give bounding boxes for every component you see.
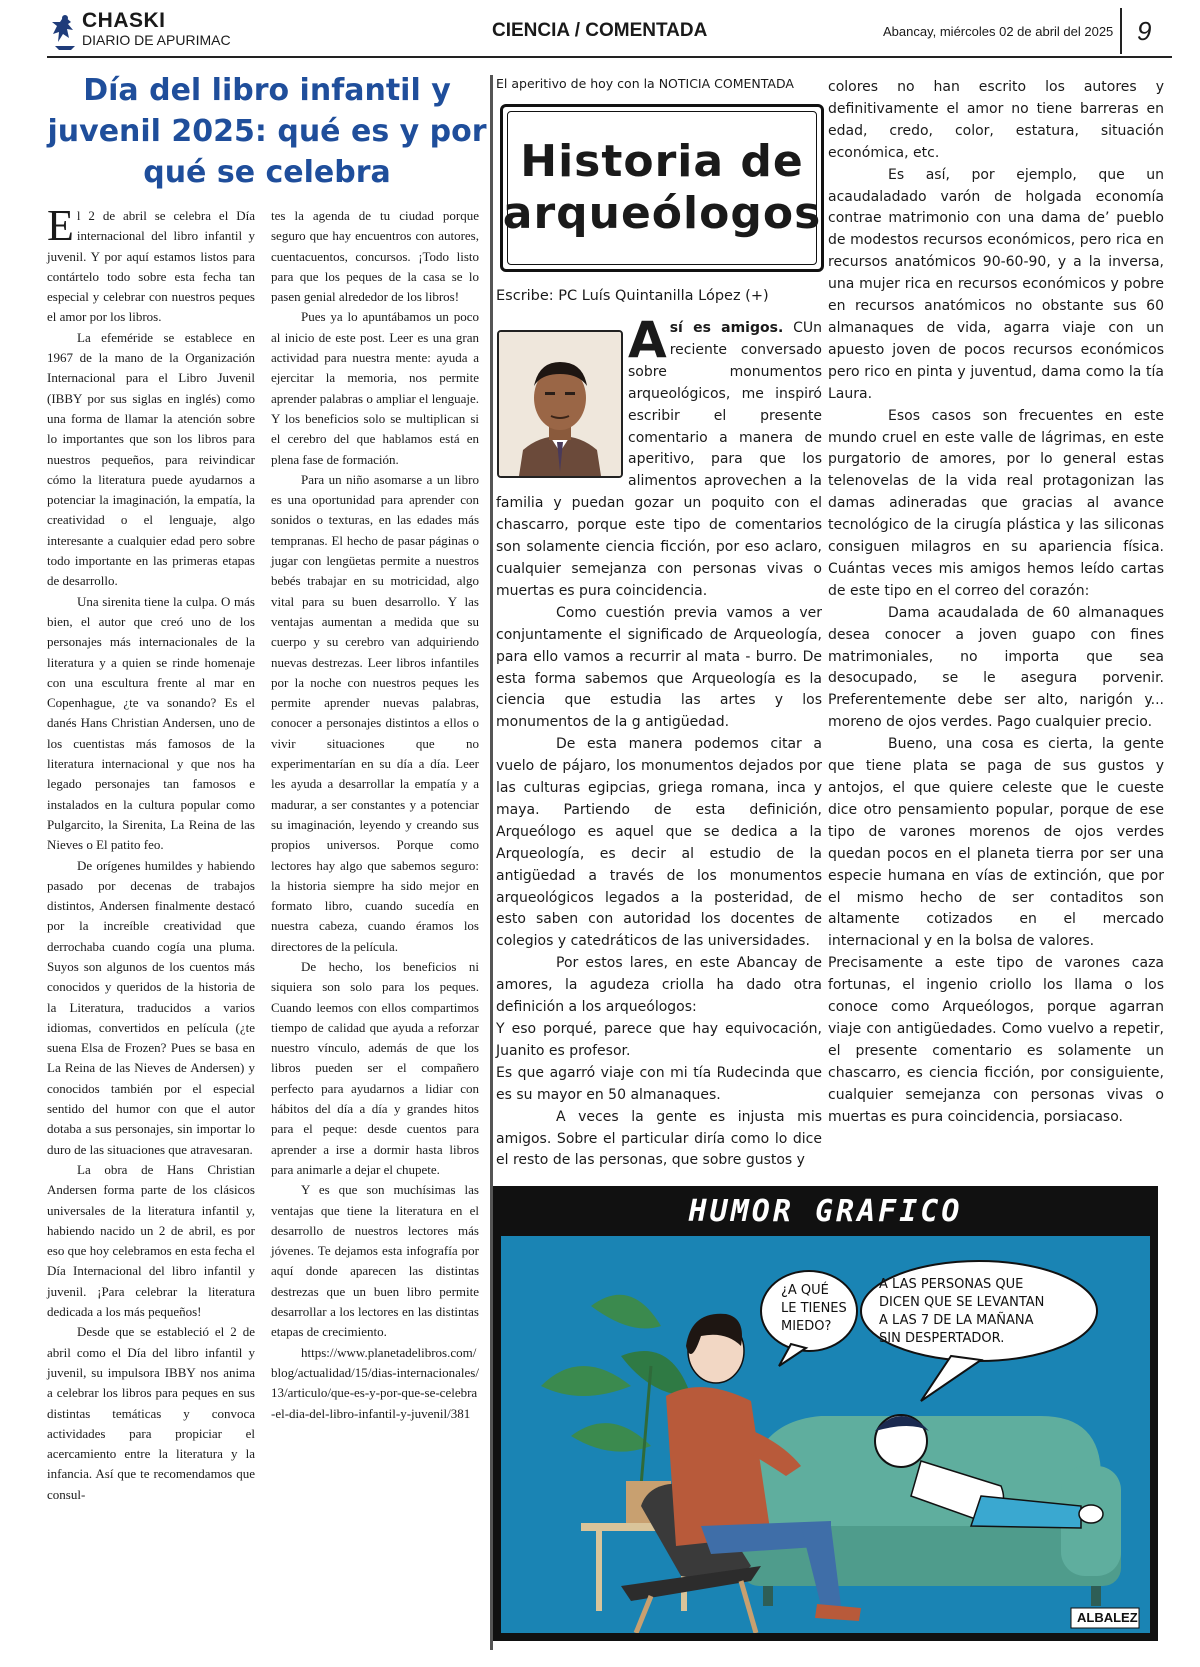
- source-link[interactable]: https://www.planetadelibros.com/blog/actualidad/15/dias-internacionales/13/articulo/que-es-y-por-que-se-celebra-el-dia-del-libro-infantil-y-juvenil/381: [271, 1344, 479, 1421]
- brand-subtitle: DIARIO DE APURIMAC: [82, 32, 231, 48]
- article-paragraph: Una sirenita tiene la culpa. O más bien, el autor que creó uno de los personajes más internacionales de la literatura y a quien se rinde homenaje con una escultura frente al mar en Copenhague, ¿te va sonando? Es el danés Hans Christian Andersen, uno de los cuentistas más famosos de la literatura internacional y que nos ha legado personajes tan famosos e instalados en la cultura popular como Pulgarcito, la Sirenita, La Reina de las Nieves o El patito feo.: [47, 593, 255, 853]
- column-kicker: El aperitivo de hoy con la NOTICIA COMENTADA: [496, 76, 794, 91]
- column-title: Historia de arqueólogos: [507, 111, 817, 265]
- article-paragraph: La efeméride se establece en 1967 de la mano de la Organización Internacional para el Libro Juvenil (IBBY por sus siglas en inglés) como una forma de llamar la atención sobre lo importantes que son los libros para nuestros pequeños, para reivindicar cómo la literatura puede ayudarnos a potenciar la imaginación, la empatía, la creatividad o el lenguaje, algo interesante a cualquier edad pero sobre todo importante en las primeras etapas de desarrollo.: [47, 329, 255, 589]
- byline: Escribe: PC Luís Quintanilla López (+): [496, 288, 769, 304]
- masthead: [82, 10, 231, 48]
- speech-bubble-1-text: ¿A QUÉ LE TIENES MIEDO?: [781, 1283, 847, 1334]
- article-paragraph: La obra de Hans Christian Andersen forma parte de los clásicos universales de la literatura infantil y, habiendo nacido un 2 de abril, es por eso que hoy celebramos en esta fecha el Día Internacional del libro infantil y juvenil. ¡Para celebrar la literatura dedicada a los más pequeños!: [47, 1161, 255, 1320]
- column-paragraph: colores no han escrito los autores y definitivamente el amor no tiene barreras en edad, credo, color, estatura, situación económica, etc.: [828, 79, 1164, 161]
- article-column-1: [47, 201, 255, 1505]
- cartoonist-signature: ALBALEZ: [1077, 1610, 1138, 1625]
- dateline: Abancay, miércoles 02 de abril del 2025: [883, 24, 1114, 39]
- article-column-2: [271, 206, 479, 1424]
- column-dialog: Es que agarró viaje con mi tía Rudecinda que es su mayor en 50 almanaques.: [496, 1064, 822, 1103]
- column-paragraph: Como cuestión previa vamos a ver conjuntamente el significado de Arqueología, para ello vamos a recurrir al mata - burro. De esta forma sabemos que Arqueología es la ciencia que estudia las artes y los monumentos de la g antigüedad.: [496, 604, 822, 731]
- chaski-messenger-logo-icon: [47, 12, 81, 52]
- article-paragraph: Desde que se estableció el 2 de abril como el Día del libro infantil y juvenil, su impulsora IBBY nos anima a celebrar los libros para peques en sus distintas temáticas y convoca actividades para propiciar el acercamiento entre la literatura y la infancia. Así que te recomendamos que consul-: [47, 1324, 255, 1502]
- drop-cap: A: [628, 311, 667, 369]
- section-title: CIENCIA / COMENTADA: [492, 20, 708, 41]
- comic-strip: [493, 1186, 1158, 1641]
- column-paragraph: Dama acaudalada de 60 almanaques desea conocer a joven guapo con fines matrimoniales, no importa que sea desocupado, se le asegura porvenir. Preferentemente debe ser alto, narigón y... moreno de ojos verdes. Pago cualquier precio.: [828, 604, 1164, 731]
- article-paragraph: Para un niño asomarse a un libro es una oportunidad para aprender con sonidos o texturas, en las edades más tempranas. El hecho de pasar páginas o jugar con lengüetas permite a nuestros bebés trabajar en su motricidad, algo vital para su buen desarrollo. Y las ventajas aumentan a medida que su cuerpo y su cerebro van adquiriendo nuevas destrezas. Leer libros infantiles por la noche con nuestros peques les permite aprender nuevas palabras, conocer a personajes distintos a ellos o vivir situaciones que no experimentarían en su día a día. Leer les ayuda a desarrollar la empatía y a madurar, a ser constantes y a potenciar su imaginación, leyendo y creando sus propios universos. Porque como lectores hay algo que sabemos seguro: la historia siempre ha sido mejor en formato libro, cuando sucedía en nuestra cabeza, cuando éramos los directores de la película.: [271, 471, 479, 954]
- article-paragraph: De orígenes humildes y habiendo pasado por decenas de trabajos distintos, Andersen finalmente destacó por la increíble creatividad que derrochaba cuando cogía una pluma. Suyos son algunos de los cuentos más conocidos y queridos de la historia de la Literatura, traducidos a varios idiomas, convertidos en película (¿te suena Elsa de Frozen? Pues se basa en La Reina de las Nieves de Andersen) y conocidos también por el especial sentido del humor con que el autor dotaba a sus personajes, sin importar lo duro de las situaciones que atravesaran.: [47, 857, 255, 1157]
- article-paragraph: Y es que son muchísimas las ventajas que tiene la literatura en el desarrollo de nuestros lectores más jóvenes. Te dejamos esta infografía por aquí donde aparecen las distintas destrezas que un buen libro permite desarrollar a los lectores en las distintas etapas de crecimiento.: [271, 1182, 479, 1340]
- page-number: 9: [1137, 16, 1152, 46]
- column-dialog: Y eso porqué, parece que hay equivocación, Juanito es profesor.: [496, 1021, 822, 1059]
- drop-cap: E: [47, 201, 74, 250]
- brand-name: CHASKI: [82, 9, 166, 32]
- article-paragraph: De hecho, los beneficios ni siquiera son solo para los peques. Cuando leemos con ellos compartimos tiempo de calidad que ayuda a reforzar nuestro vínculo, además de que los libros pueden ser el compañero perfecto para ayudarnos a lidiar con hábitos del día a día y grandes hitos para el peque: desde cuentos para aprender a irse a dormir hasta libros para animarle a dejar el chupete.: [271, 958, 479, 1177]
- comic-title: HUMOR GRAFICO: [688, 1194, 963, 1229]
- article-paragraph: El 2 de abril se celebra el Día internacional del libro infantil y juvenil. Y por aquí estamos listos para contártelo todo sobre esta fecha tan especial y celebrar con nuestros peques el amor por los libros.: [47, 201, 255, 325]
- column-body-middle: [496, 311, 822, 1172]
- column-body-right: [828, 77, 1164, 1129]
- column-title-box: [500, 104, 824, 272]
- column-paragraph: De esta manera podemos citar a vuelo de pájaro, los monumentos dejados por las culturas egipcias, griega romana, inca y maya. Partiendo de esta definición, Arqueólogo es aquel que se dedica a la Arqueología, es decir al estudio de la antigüedad a través de los monumentos arqueológicos legados a la posteridad, de esto saben con autoridad los docentes de colegios y catedráticos de las universidades.: [496, 736, 822, 950]
- comic-panel: [501, 1236, 1150, 1633]
- column-paragraph: Así es amigos. CUn reciente conversado sobre monumentos arqueológicos, me inspiró escribir el presente comentario a manera de aperitivo, para que los alimentos aprovechen a la familia y puedan gozar un poquito con el chascarro, porque este tipo de comentarios son solamente ciencia ficción, por eso aclaro, cualquier semejanza con personas vivas o muertas es pura coincidencia.: [496, 311, 822, 599]
- article-paragraph: Pues ya lo apuntábamos un poco al inicio de este post. Leer es una gran actividad para nuestra mente: ayuda a ejercitar la memoria, nos permite aprender palabras o ampliar el lenguaje. Y los beneficios solo se multiplican si el cerebro del que hablamos está en plena fase de formación.: [271, 309, 479, 467]
- photo-spacer: [496, 318, 628, 474]
- column-paragraph: Bueno, una cosa es cierta, la gente que tiene plata se paga de sus gustos y antojos, el que quiere celeste que le cueste dice otro pensamiento popular, porque de ese tipo de varones morenos de ojos verdes quedan pocos en el planeta tierra por ser una especie humana en vías de extinción, que por el mismo hecho de ser contaditos son altamente cotizados en el mercado internacional y en la bolsa de valores.: [828, 736, 1164, 950]
- column-paragraph: Es así, por ejemplo, que un acaudaladado varón de holgada economía contrae matrimonio con una dama de’ pueblo de modestos recursos económicos, pero rica en recursos anatómicos 90-60-90, y a la inversa, una mujer rica en recursos económicos y pobre en recursos anatómicos no obstante sus 60 almanaques de vida, agarra viaje con un apuesto joven de pocos recursos económicos pero rico en pinta y juventud, dama como la tía Laura.: [828, 166, 1164, 402]
- article-paragraph: tes la agenda de tu ciudad porque seguro que hay encuentros con autores, cuentacuentos, concursos. ¡Todo listo para que los peques de la casa se lo pasen genial alrededor de los libros!: [271, 208, 479, 305]
- article-title: Día del libro infantil y juvenil 2025: qué es y por qué se celebra: [47, 73, 487, 190]
- page-header: [47, 8, 1172, 58]
- column-paragraph: Esos casos son frecuentes en este mundo cruel en este valle de lágrimas, en este purgatorio de amores, por lo general estas telenovelas de la vida real protagonizan las damas adineradas que gracias al avance tecnológico de la cirugía plástica y las siliconas consiguen milagros en su apariencia física. Cuántas veces mis amigos hemos leído cartas de este tipo en el correo del corazón:: [828, 407, 1164, 599]
- column-paragraph: Por estos lares, en este Abancay de amores, la agudeza criolla ha dado otra definición a los arqueólogos:: [496, 955, 822, 1016]
- column-paragraph: A veces la gente es injusta mis amigos. Sobre el particular diría como lo dice el resto de las personas, que sobre gustos y: [496, 1108, 822, 1169]
- column-paragraph: Precisamente a este tipo de varones caza fortunas, el ingenio criollo los llama o los conoce como Arqueólogos, porque agarran viaje con antigüedades. Como vuelvo a repetir, el presente comentario es solamente un chascarro, es ciencia ficción, por consiguiente, cualquier semejanza con personas vivas o muertas es pura coincidencia, porsiacaso.: [828, 955, 1164, 1125]
- header-divider: [1120, 8, 1122, 54]
- speech-bubble-2-text: A LAS PERSONAS QUE DICEN QUE SE LEVANTAN A LAS 7 DE LA MAÑANA SIN DESPERTADOR.: [879, 1277, 1045, 1346]
